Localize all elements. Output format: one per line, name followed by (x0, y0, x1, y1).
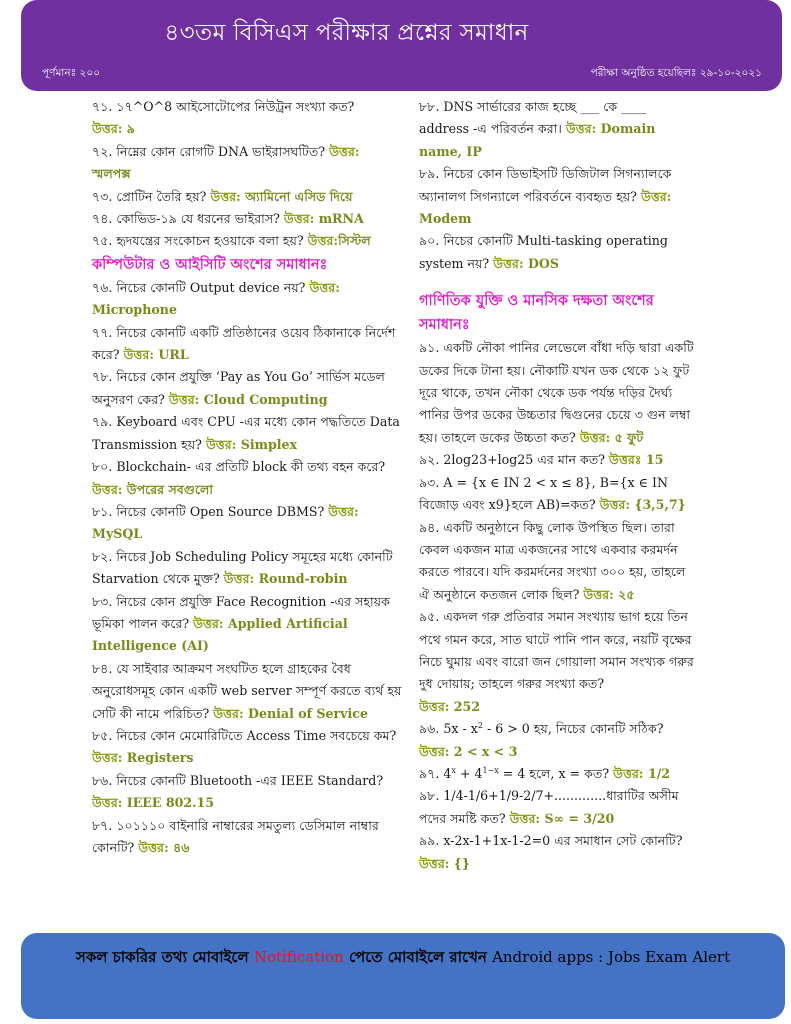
answer-label: উত্তর: (509, 810, 541, 826)
answer (600, 497, 686, 512)
promo-app-name: Android apps : Jobs Exam Alert (492, 948, 731, 966)
answer-label: উত্তর: (283, 211, 315, 227)
answer (92, 482, 213, 497)
question-99 (419, 830, 697, 875)
answer-label: উত্তর: (419, 855, 450, 871)
answer-value: ৫ ফুট (614, 429, 644, 445)
question-text: ৭২. নিম্নের কোন রোগটি DNA ভাইরাসঘটিত? (92, 143, 326, 159)
answer-label: উত্তর: (329, 143, 360, 159)
answer-value: অ্যামিনো এসিড দিয়ে (245, 188, 353, 204)
question-text: ৮৮. DNS সার্ভারের কাজ হচ্ছে ___ কে ____ address -এ পরিবর্তন করা। (419, 99, 647, 137)
question-text: ৮৪. যে সাইবার আক্রমণ সংঘটিত হলে গ্রাহকের বৈধ অনুরোধসমূহ কোন একটি web server সম্পূর্ণ করতে ব্যর্থ হয় সেটি কী নামে পরিচিত? (92, 660, 402, 721)
answer (308, 233, 371, 248)
question-83 (92, 591, 404, 658)
answer-value: 1/2 (647, 765, 671, 781)
answer (583, 587, 634, 602)
question-92 (419, 449, 697, 471)
question-98 (419, 785, 697, 830)
right-column (419, 96, 697, 875)
superscript: 2 (477, 720, 483, 730)
answer-value: 15 (645, 452, 664, 468)
question-74 (92, 208, 404, 230)
question-text: ৯১. একটি নৌকা পানির লেভেলে বাঁধা দড়ি দ্বারা একটি ডকের দিকে টানা হয়। নৌকাটি যখন ডক থেকে ১২ ফুট দূরে থাকে, তখন নৌকা থেকে ডক পর্যন্ত দড়ির দৈর্ঘ্য পানির উপর ডকের উচ্চতার দ্বিগুনের চেয়ে ৩ গুন লম্বা হয়। তাহলে ডকের উচ্চতা কত? (419, 340, 694, 445)
answer (580, 430, 643, 445)
question-text: - 6 > 0 হয়, নিচের কোনটি সঠিক? (482, 721, 664, 737)
answer-label: উত্তর: (565, 121, 597, 137)
promo-text (21, 946, 785, 971)
answer (419, 856, 470, 871)
answer-label: উত্তর: (309, 279, 340, 295)
question-81 (92, 501, 404, 546)
answer-label: উত্তরঃ (609, 452, 642, 468)
question-text: ৭৭. নিচের কোনটি একটি প্রতিষ্ঠানের ওয়েব ঠিকানাকে নির্দেশ করে? (92, 324, 396, 363)
answer-label: উত্তর: (419, 698, 450, 714)
answer-value: Registers (126, 750, 194, 766)
question-text: ৯৩. A = {x ∈ IN 2 < x ≤ 8}, B={x ∈ IN বিজোড় এবং x9}হলে AB)=কত? (419, 474, 668, 513)
answer (419, 744, 517, 759)
answer-label: উত্তর: (640, 188, 672, 204)
question-text: ৯৫. একদল গরু প্রতিবার সমান সংখ্যায় ভাগ হয়ে তিন পথে গমন করে, সাত ঘাটে পানি পান করে, নয়টি বৃক্ষের নিচে ঘুমায় এবং বারো জন গোয়ালা সমান সংখ্যক গরুর দুধ দোয়ায়; তাহলে গরুর সংখ্যা কত? (419, 609, 694, 692)
answer-label: উত্তর: (599, 497, 631, 513)
answer (213, 706, 368, 721)
superscript: 1−x (482, 765, 499, 775)
question-text: ৭৮. নিচের কোন প্রযুক্তি ‘Pay as You Go’ সার্ভিস মডেল অনুসরণ কের? (92, 369, 385, 407)
answer (92, 750, 194, 765)
answer (92, 121, 135, 136)
question-80 (92, 456, 404, 501)
question-text: ৯২. 2log23+log25 এর মান কত? (419, 452, 606, 468)
full-marks: পূর্ণমানঃ ২০০ (42, 67, 101, 79)
question-78 (92, 366, 404, 411)
promo-text-middle: পেতে মোবাইলে রাখেন (343, 948, 493, 966)
answer-value: Domain name, IP (419, 121, 656, 159)
left-column (92, 96, 404, 859)
answer-value: Round-robin (258, 571, 348, 587)
question-text: ৭৩. প্রোটিন তৈরি হয়? (92, 188, 207, 204)
answer-label: উত্তর: (123, 347, 154, 363)
answer-label: উত্তর: (579, 429, 611, 445)
promo-text-start: সকল চাকরির তথ্য মোবাইলে (75, 948, 254, 966)
answer-label: উত্তর: (328, 503, 359, 519)
question-text: ৯০. নিচের কোনটি Multi-tasking operating system নয়? (419, 233, 668, 271)
question-91 (419, 337, 697, 449)
question-88 (419, 96, 697, 163)
answer-value: Denial of Service (248, 705, 368, 721)
question-84 (92, 658, 404, 725)
answer-value: ৪৬ (173, 840, 190, 855)
answer-label: উত্তর: (613, 765, 644, 781)
section-heading-ict: কম্পিউটার ও আইসিটি অংশের সমাধানঃ (92, 256, 328, 273)
answer (493, 256, 559, 271)
answer-value: Simplex (240, 436, 298, 452)
superscript: x (451, 765, 456, 775)
answer-value: {3,5,7} (634, 497, 686, 513)
answer-label: উত্তর: (138, 840, 169, 855)
answer-value: 2 < x < 3 (453, 743, 518, 759)
question-79 (92, 411, 404, 456)
question-89 (419, 163, 697, 230)
answer-value: IEEE 802.15 (126, 795, 215, 811)
answer-value: সিস্টল (338, 233, 371, 249)
exam-date: পরীক্ষা অনুষ্ঠিত হয়েছিলঃ ২৯-১০-২০২১ (590, 67, 762, 79)
answer (510, 811, 615, 826)
answer-label: উত্তর: (583, 586, 614, 602)
question-text: ৮৩. নিচের কোন প্রযুক্তি Face Recognition -এর সহায়ক ভূমিকা পালন করে? (92, 593, 390, 631)
answer (206, 437, 297, 452)
answer (419, 699, 480, 714)
question-text: ৮৭. ১০১১১০ বাইনারি নাম্বারের সমতুল্য ডেসিমাল নাম্বার কোনটি? (92, 817, 379, 855)
answer-value: স্মলপক্স (92, 166, 131, 182)
answer-value: mRNA (318, 211, 364, 227)
question-90 (419, 230, 697, 275)
question-87 (92, 815, 404, 860)
question-75 (92, 230, 404, 252)
answer-value: MySQL (92, 526, 143, 542)
answer (284, 211, 364, 226)
answer (138, 840, 189, 855)
answer-label: উত্তর: (493, 255, 524, 271)
question-77 (92, 322, 404, 367)
question-text: ৯৮. 1/4-1/6+1/9-2/7+.............ধারাটির অসীম পদের সমষ্টি কত? (419, 788, 679, 826)
question-text: ৭৯. Keyboard এবং CPU -এর মধ্যে কোন পদ্ধতিতে Data Transmission হয়? (92, 414, 400, 452)
answer-label: উত্তর: (307, 233, 339, 249)
question-95 (419, 606, 697, 718)
answer-label: উত্তর: (92, 121, 123, 137)
answer (210, 189, 352, 204)
question-text: ৮৫. নিচের কোন মেমোরিটিতে Access Time সবচেয়ে কম? (92, 727, 397, 743)
answer-label: উত্তর: (210, 188, 241, 204)
question-76 (92, 277, 404, 322)
answer-value: {} (453, 855, 470, 871)
question-text: ৮৯. নিচের কোন ডিভাইসটি ডিজিটাল সিগন্যালকে অ্যানালগ সিগন্যালে পরিবর্তনে ব্যবহৃত হয়? (419, 166, 672, 204)
promo-highlight: Notification (253, 948, 344, 966)
answer-value: উপরের সবগুলো (126, 481, 214, 497)
answer-value: Microphone (92, 302, 177, 318)
question-text: ৯৯. x-2x-1+1x-1-2=0 এর সমাধান সেট কোনটি? (419, 833, 683, 849)
question-text: ৯৭. 4 (419, 765, 452, 781)
answer-value: ২৫ (618, 586, 635, 602)
question-73 (92, 186, 404, 208)
answer-value: ৯ (126, 121, 135, 137)
question-86 (92, 770, 404, 815)
question-text: ৮০. Blockchain- এর প্রতিটি block কী তথ্য বহন করে? (92, 459, 386, 475)
answer-value: S∞ = 3/20 (544, 810, 615, 826)
question-72 (92, 141, 404, 186)
question-82 (92, 546, 404, 591)
answer (124, 347, 189, 362)
answer-label: উত্তর: (92, 750, 123, 766)
page-header (21, 0, 782, 91)
answer-label: উত্তর: (92, 481, 123, 497)
question-93 (419, 472, 697, 517)
answer-value: 252 (453, 698, 481, 714)
question-text: ৯৪. একটি অনুষ্ঠানে কিছু লোক উপস্থিত ছিল। তারা কেবল একজন মাত্র একজনের সাথে একবার করমর্দন করতে পারবে। যদি করমর্দনের সংখ্যা ৩০০ হয়, তাহলে ঐ অনুষ্ঠানে কতজন লোক ছিল? (419, 519, 686, 602)
answer-value: Applied Artificial Intelligence (AI) (92, 615, 348, 654)
answer-label: উত্তর: (193, 615, 224, 631)
answer (224, 571, 348, 586)
answer-label: উত্তর: (92, 795, 123, 811)
question-text: ৯৬. 5x - x (419, 721, 478, 737)
question-96 (419, 718, 697, 763)
answer-value: Modem (419, 211, 472, 227)
question-94 (419, 517, 697, 607)
answer-label: উত্তর: (168, 391, 200, 407)
question-text: ৭৫. হৃদযন্ত্রের সংকোচন হওয়াকে বলা হয়? (92, 233, 304, 249)
question-text: ৮১. নিচের কোনটি Open Source DBMS? (92, 503, 325, 519)
answer-value: URL (158, 347, 189, 363)
answer (613, 766, 670, 781)
question-text: ৭৬. নিচের কোনটি Output device নয়? (92, 279, 306, 295)
answer-label: উত্তর: (419, 743, 450, 759)
answer (169, 392, 328, 407)
promo-banner (21, 933, 785, 1019)
question-text: ৭১. ১৭^O^8 আইসোটোপের নিউট্রন সংখ্যা কত? (92, 99, 355, 114)
question-text: ৭৪. কোভিড-১৯ যে ধরনের ভাইরাস? (92, 211, 280, 227)
answer-value: DOS (528, 255, 559, 271)
answer (92, 795, 214, 810)
answer-value: Cloud Computing (203, 391, 328, 407)
answer-label: উত্তর: (223, 571, 255, 587)
question-text: ৮৬. নিচের কোনটি Bluetooth -এর IEEE Standard? (92, 772, 384, 788)
question-text: = 4 হলে, x = কত? (498, 765, 610, 781)
question-text: + 4 (455, 765, 483, 781)
section-heading-math: গাণিতিক যুক্তি ও মানসিক দক্ষতা অংশের সমাধানঃ (419, 293, 654, 334)
answer (609, 452, 663, 467)
answer-label: উত্তর: (205, 436, 237, 452)
question-text: ৮২. নিচের Job Scheduling Policy সমূহের মধ্যে কোনটি Starvation থেকে মুক্ত? (92, 548, 393, 587)
question-71 (92, 96, 404, 141)
question-85 (92, 725, 404, 770)
question-97 (419, 763, 697, 785)
answer-label: উত্তর: (213, 705, 244, 721)
page-title: ৪৩তম বিসিএস পরীক্ষার প্রশ্নের সমাধান (164, 20, 529, 46)
